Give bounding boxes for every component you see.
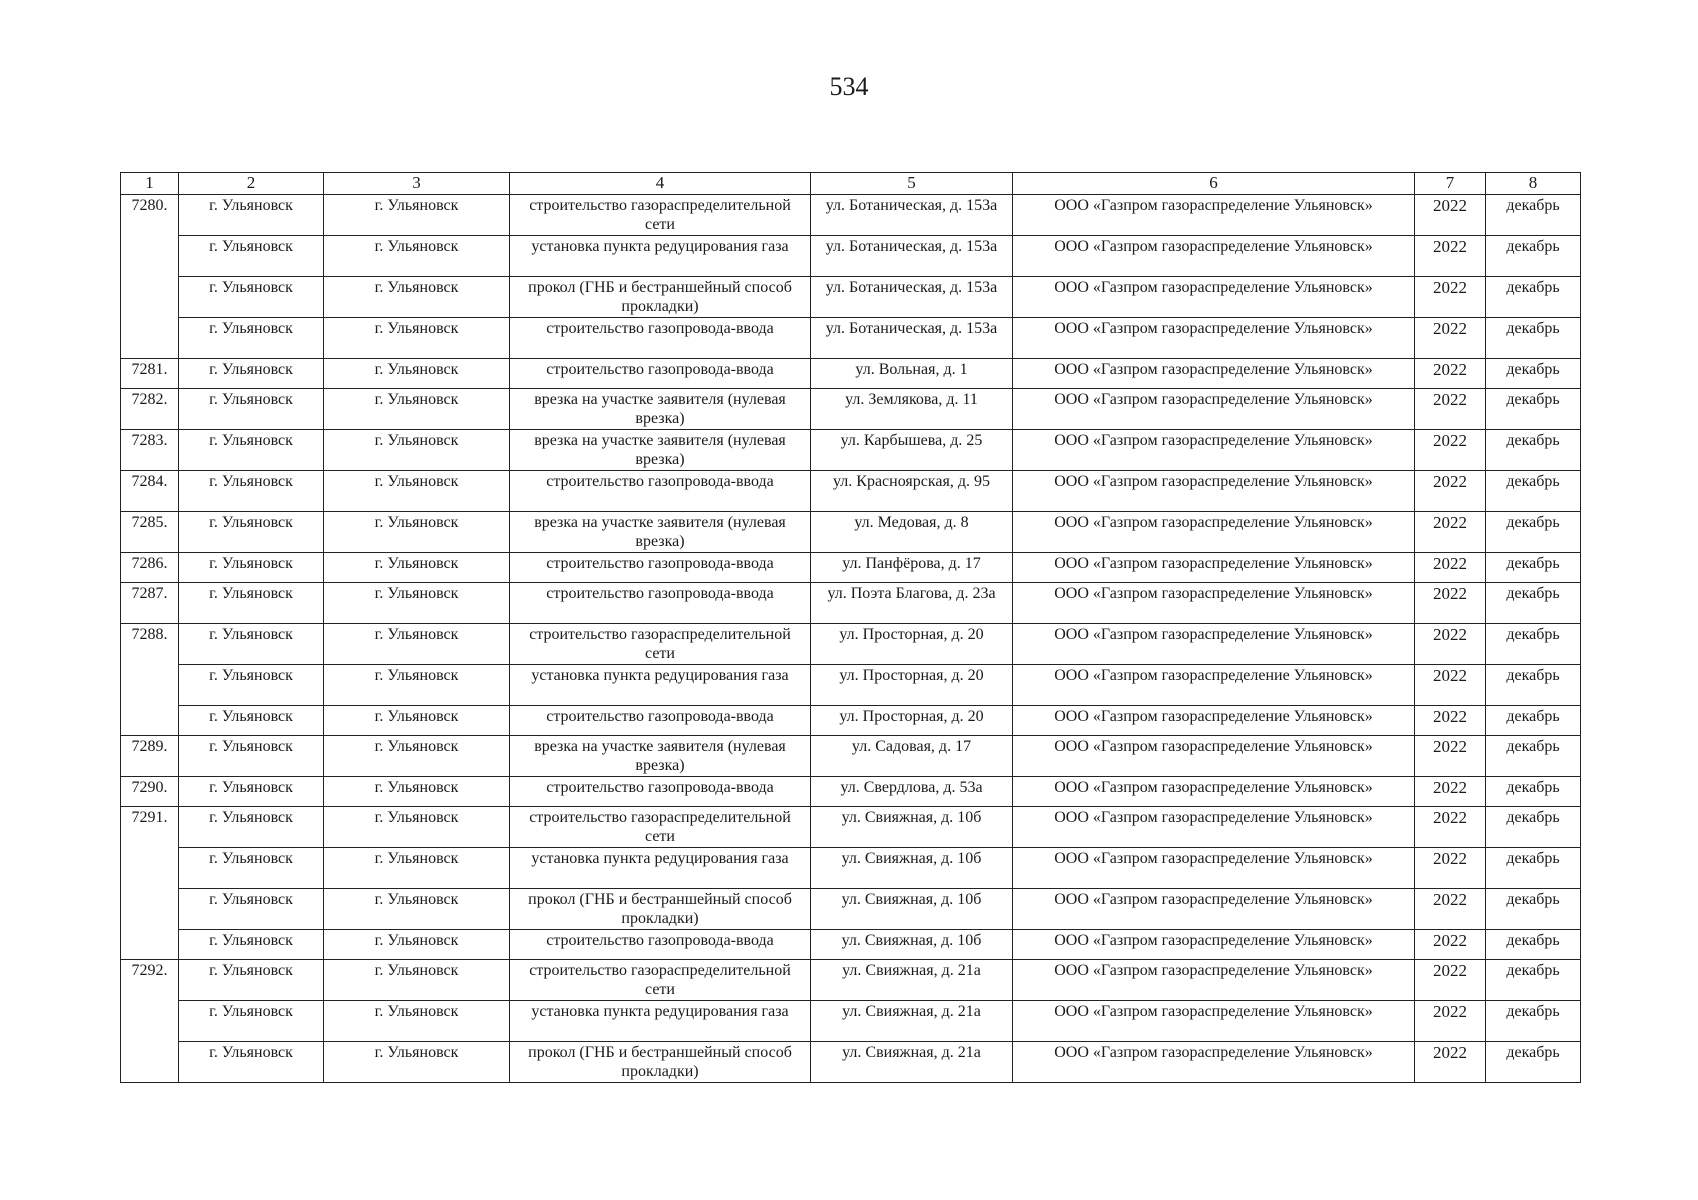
settlement-cell: г. Ульяновск <box>324 553 510 583</box>
year-cell: 2022 <box>1415 359 1486 389</box>
settlement-cell: г. Ульяновск <box>324 277 510 318</box>
month-cell: декабрь <box>1486 736 1581 777</box>
year-cell: 2022 <box>1415 471 1486 512</box>
settlement-cell: г. Ульяновск <box>324 471 510 512</box>
entry-number-cell: 7282. <box>121 389 179 430</box>
column-header: 7 <box>1415 173 1486 195</box>
table-row <box>121 430 1581 471</box>
column-header: 3 <box>324 173 510 195</box>
entry-number-cell: 7292. <box>121 960 179 1083</box>
table-row <box>121 359 1581 389</box>
municipality-cell: г. Ульяновск <box>179 848 324 889</box>
organization-cell: ООО «Газпром газораспределение Ульяновск» <box>1013 665 1415 706</box>
address-cell: ул. Свияжная, д. 10б <box>811 889 1013 930</box>
work-type-cell: строительство газопровода-ввода <box>510 471 811 512</box>
month-cell: декабрь <box>1486 430 1581 471</box>
table-row <box>121 665 1581 706</box>
work-type-cell: строительство газораспределительной сети <box>510 195 811 236</box>
address-cell: ул. Садовая, д. 17 <box>811 736 1013 777</box>
registry-body <box>121 195 1581 1083</box>
municipality-cell: г. Ульяновск <box>179 624 324 665</box>
year-cell: 2022 <box>1415 848 1486 889</box>
year-cell: 2022 <box>1415 318 1486 359</box>
month-cell: декабрь <box>1486 583 1581 624</box>
month-cell: декабрь <box>1486 777 1581 807</box>
header-row <box>121 173 1581 195</box>
organization-cell: ООО «Газпром газораспределение Ульяновск» <box>1013 277 1415 318</box>
work-type-cell: врезка на участке заявителя (нулевая врезка) <box>510 430 811 471</box>
municipality-cell: г. Ульяновск <box>179 889 324 930</box>
address-cell: ул. Просторная, д. 20 <box>811 624 1013 665</box>
year-cell: 2022 <box>1415 1042 1486 1083</box>
settlement-cell: г. Ульяновск <box>324 1042 510 1083</box>
year-cell: 2022 <box>1415 736 1486 777</box>
work-type-cell: строительство газопровода-ввода <box>510 318 811 359</box>
organization-cell: ООО «Газпром газораспределение Ульяновск» <box>1013 236 1415 277</box>
settlement-cell: г. Ульяновск <box>324 665 510 706</box>
column-header: 2 <box>179 173 324 195</box>
municipality-cell: г. Ульяновск <box>179 736 324 777</box>
organization-cell: ООО «Газпром газораспределение Ульяновск» <box>1013 389 1415 430</box>
table-row <box>121 736 1581 777</box>
organization-cell: ООО «Газпром газораспределение Ульяновск» <box>1013 777 1415 807</box>
work-type-cell: строительство газопровода-ввода <box>510 583 811 624</box>
settlement-cell: г. Ульяновск <box>324 389 510 430</box>
address-cell: ул. Свияжная, д. 10б <box>811 848 1013 889</box>
entry-number-cell: 7289. <box>121 736 179 777</box>
month-cell: декабрь <box>1486 512 1581 553</box>
settlement-cell: г. Ульяновск <box>324 1001 510 1042</box>
month-cell: декабрь <box>1486 195 1581 236</box>
address-cell: ул. Свияжная, д. 21а <box>811 960 1013 1001</box>
month-cell: декабрь <box>1486 848 1581 889</box>
table-row <box>121 471 1581 512</box>
work-type-cell: строительство газопровода-ввода <box>510 706 811 736</box>
address-cell: ул. Панфёрова, д. 17 <box>811 553 1013 583</box>
address-cell: ул. Ботаническая, д. 153а <box>811 195 1013 236</box>
column-header: 8 <box>1486 173 1581 195</box>
municipality-cell: г. Ульяновск <box>179 1001 324 1042</box>
municipality-cell: г. Ульяновск <box>179 389 324 430</box>
organization-cell: ООО «Газпром газораспределение Ульяновск» <box>1013 471 1415 512</box>
page-number: 534 <box>829 72 869 101</box>
table-row <box>121 960 1581 1001</box>
settlement-cell: г. Ульяновск <box>324 777 510 807</box>
entry-number-cell: 7285. <box>121 512 179 553</box>
organization-cell: ООО «Газпром газораспределение Ульяновск» <box>1013 318 1415 359</box>
address-cell: ул. Свияжная, д. 21а <box>811 1042 1013 1083</box>
municipality-cell: г. Ульяновск <box>179 807 324 848</box>
table-row <box>121 277 1581 318</box>
settlement-cell: г. Ульяновск <box>324 583 510 624</box>
organization-cell: ООО «Газпром газораспределение Ульяновск» <box>1013 960 1415 1001</box>
address-cell: ул. Просторная, д. 20 <box>811 665 1013 706</box>
settlement-cell: г. Ульяновск <box>324 848 510 889</box>
table-row <box>121 553 1581 583</box>
table-row <box>121 1001 1581 1042</box>
organization-cell: ООО «Газпром газораспределение Ульяновск» <box>1013 1042 1415 1083</box>
settlement-cell: г. Ульяновск <box>324 706 510 736</box>
year-cell: 2022 <box>1415 195 1486 236</box>
work-type-cell: прокол (ГНБ и бестраншейный способ прокладки) <box>510 889 811 930</box>
year-cell: 2022 <box>1415 807 1486 848</box>
table-row <box>121 777 1581 807</box>
month-cell: декабрь <box>1486 553 1581 583</box>
municipality-cell: г. Ульяновск <box>179 1042 324 1083</box>
settlement-cell: г. Ульяновск <box>324 624 510 665</box>
work-type-cell: установка пункта редуцирования газа <box>510 236 811 277</box>
table-row <box>121 195 1581 236</box>
address-cell: ул. Медовая, д. 8 <box>811 512 1013 553</box>
organization-cell: ООО «Газпром газораспределение Ульяновск» <box>1013 624 1415 665</box>
month-cell: декабрь <box>1486 359 1581 389</box>
municipality-cell: г. Ульяновск <box>179 277 324 318</box>
month-cell: декабрь <box>1486 960 1581 1001</box>
address-cell: ул. Свияжная, д. 21а <box>811 1001 1013 1042</box>
work-type-cell: строительство газораспределительной сети <box>510 624 811 665</box>
work-type-cell: строительство газопровода-ввода <box>510 777 811 807</box>
settlement-cell: г. Ульяновск <box>324 512 510 553</box>
work-type-cell: прокол (ГНБ и бестраншейный способ прокладки) <box>510 1042 811 1083</box>
table-row <box>121 624 1581 665</box>
entry-number-cell: 7280. <box>121 195 179 359</box>
work-type-cell: врезка на участке заявителя (нулевая врезка) <box>510 389 811 430</box>
municipality-cell: г. Ульяновск <box>179 583 324 624</box>
settlement-cell: г. Ульяновск <box>324 930 510 960</box>
year-cell: 2022 <box>1415 889 1486 930</box>
column-header: 6 <box>1013 173 1415 195</box>
entry-number-cell: 7281. <box>121 359 179 389</box>
column-header: 5 <box>811 173 1013 195</box>
entry-number-cell: 7283. <box>121 430 179 471</box>
work-type-cell: врезка на участке заявителя (нулевая врезка) <box>510 736 811 777</box>
municipality-cell: г. Ульяновск <box>179 553 324 583</box>
work-type-cell: установка пункта редуцирования газа <box>510 1001 811 1042</box>
organization-cell: ООО «Газпром газораспределение Ульяновск» <box>1013 553 1415 583</box>
organization-cell: ООО «Газпром газораспределение Ульяновск» <box>1013 1001 1415 1042</box>
year-cell: 2022 <box>1415 624 1486 665</box>
month-cell: декабрь <box>1486 706 1581 736</box>
entry-number-cell: 7284. <box>121 471 179 512</box>
entry-number-cell: 7288. <box>121 624 179 736</box>
entry-number-cell: 7291. <box>121 807 179 960</box>
table-row <box>121 389 1581 430</box>
organization-cell: ООО «Газпром газораспределение Ульяновск» <box>1013 359 1415 389</box>
municipality-cell: г. Ульяновск <box>179 512 324 553</box>
municipality-cell: г. Ульяновск <box>179 471 324 512</box>
year-cell: 2022 <box>1415 960 1486 1001</box>
organization-cell: ООО «Газпром газораспределение Ульяновск» <box>1013 930 1415 960</box>
municipality-cell: г. Ульяновск <box>179 430 324 471</box>
work-type-cell: установка пункта редуцирования газа <box>510 665 811 706</box>
year-cell: 2022 <box>1415 236 1486 277</box>
year-cell: 2022 <box>1415 1001 1486 1042</box>
address-cell: ул. Свияжная, д. 10б <box>811 930 1013 960</box>
settlement-cell: г. Ульяновск <box>324 960 510 1001</box>
work-type-cell: строительство газопровода-ввода <box>510 930 811 960</box>
table-row <box>121 848 1581 889</box>
work-type-cell: строительство газораспределительной сети <box>510 807 811 848</box>
organization-cell: ООО «Газпром газораспределение Ульяновск» <box>1013 807 1415 848</box>
entry-number-cell: 7286. <box>121 553 179 583</box>
municipality-cell: г. Ульяновск <box>179 195 324 236</box>
municipality-cell: г. Ульяновск <box>179 706 324 736</box>
month-cell: декабрь <box>1486 665 1581 706</box>
year-cell: 2022 <box>1415 277 1486 318</box>
organization-cell: ООО «Газпром газораспределение Ульяновск» <box>1013 736 1415 777</box>
table-row <box>121 889 1581 930</box>
municipality-cell: г. Ульяновск <box>179 960 324 1001</box>
organization-cell: ООО «Газпром газораспределение Ульяновск» <box>1013 583 1415 624</box>
month-cell: декабрь <box>1486 624 1581 665</box>
settlement-cell: г. Ульяновск <box>324 236 510 277</box>
month-cell: декабрь <box>1486 277 1581 318</box>
address-cell: ул. Просторная, д. 20 <box>811 706 1013 736</box>
table-row <box>121 807 1581 848</box>
registry-table <box>120 172 1581 1083</box>
work-type-cell: врезка на участке заявителя (нулевая врезка) <box>510 512 811 553</box>
year-cell: 2022 <box>1415 930 1486 960</box>
address-cell: ул. Карбышева, д. 25 <box>811 430 1013 471</box>
year-cell: 2022 <box>1415 777 1486 807</box>
address-cell: ул. Землякова, д. 11 <box>811 389 1013 430</box>
address-cell: ул. Красноярская, д. 95 <box>811 471 1013 512</box>
organization-cell: ООО «Газпром газораспределение Ульяновск» <box>1013 848 1415 889</box>
table-row <box>121 706 1581 736</box>
entry-number-cell: 7287. <box>121 583 179 624</box>
address-cell: ул. Ботаническая, д. 153а <box>811 236 1013 277</box>
year-cell: 2022 <box>1415 389 1486 430</box>
settlement-cell: г. Ульяновск <box>324 359 510 389</box>
organization-cell: ООО «Газпром газораспределение Ульяновск» <box>1013 512 1415 553</box>
year-cell: 2022 <box>1415 583 1486 624</box>
work-type-cell: строительство газораспределительной сети <box>510 960 811 1001</box>
month-cell: декабрь <box>1486 389 1581 430</box>
work-type-cell: установка пункта редуцирования газа <box>510 848 811 889</box>
work-type-cell: прокол (ГНБ и бестраншейный способ прокладки) <box>510 277 811 318</box>
year-cell: 2022 <box>1415 512 1486 553</box>
table-row <box>121 1042 1581 1083</box>
month-cell: декабрь <box>1486 1042 1581 1083</box>
address-cell: ул. Поэта Благова, д. 23а <box>811 583 1013 624</box>
month-cell: декабрь <box>1486 318 1581 359</box>
column-header: 1 <box>121 173 179 195</box>
settlement-cell: г. Ульяновск <box>324 807 510 848</box>
month-cell: декабрь <box>1486 236 1581 277</box>
settlement-cell: г. Ульяновск <box>324 195 510 236</box>
month-cell: декабрь <box>1486 930 1581 960</box>
month-cell: декабрь <box>1486 471 1581 512</box>
municipality-cell: г. Ульяновск <box>179 359 324 389</box>
column-header: 4 <box>510 173 811 195</box>
year-cell: 2022 <box>1415 553 1486 583</box>
year-cell: 2022 <box>1415 430 1486 471</box>
municipality-cell: г. Ульяновск <box>179 930 324 960</box>
organization-cell: ООО «Газпром газораспределение Ульяновск» <box>1013 706 1415 736</box>
month-cell: декабрь <box>1486 1001 1581 1042</box>
entry-number-cell: 7290. <box>121 777 179 807</box>
table-row <box>121 236 1581 277</box>
organization-cell: ООО «Газпром газораспределение Ульяновск» <box>1013 195 1415 236</box>
address-cell: ул. Ботаническая, д. 153а <box>811 318 1013 359</box>
work-type-cell: строительство газопровода-ввода <box>510 553 811 583</box>
organization-cell: ООО «Газпром газораспределение Ульяновск» <box>1013 889 1415 930</box>
settlement-cell: г. Ульяновск <box>324 430 510 471</box>
organization-cell: ООО «Газпром газораспределение Ульяновск» <box>1013 430 1415 471</box>
settlement-cell: г. Ульяновск <box>324 736 510 777</box>
table-row <box>121 930 1581 960</box>
municipality-cell: г. Ульяновск <box>179 318 324 359</box>
municipality-cell: г. Ульяновск <box>179 777 324 807</box>
table-row <box>121 318 1581 359</box>
settlement-cell: г. Ульяновск <box>324 889 510 930</box>
address-cell: ул. Ботаническая, д. 153а <box>811 277 1013 318</box>
address-cell: ул. Вольная, д. 1 <box>811 359 1013 389</box>
table-row <box>121 512 1581 553</box>
year-cell: 2022 <box>1415 665 1486 706</box>
settlement-cell: г. Ульяновск <box>324 318 510 359</box>
address-cell: ул. Свияжная, д. 10б <box>811 807 1013 848</box>
year-cell: 2022 <box>1415 706 1486 736</box>
municipality-cell: г. Ульяновск <box>179 236 324 277</box>
month-cell: декабрь <box>1486 889 1581 930</box>
municipality-cell: г. Ульяновск <box>179 665 324 706</box>
work-type-cell: строительство газопровода-ввода <box>510 359 811 389</box>
table-row <box>121 583 1581 624</box>
month-cell: декабрь <box>1486 807 1581 848</box>
address-cell: ул. Свердлова, д. 53а <box>811 777 1013 807</box>
